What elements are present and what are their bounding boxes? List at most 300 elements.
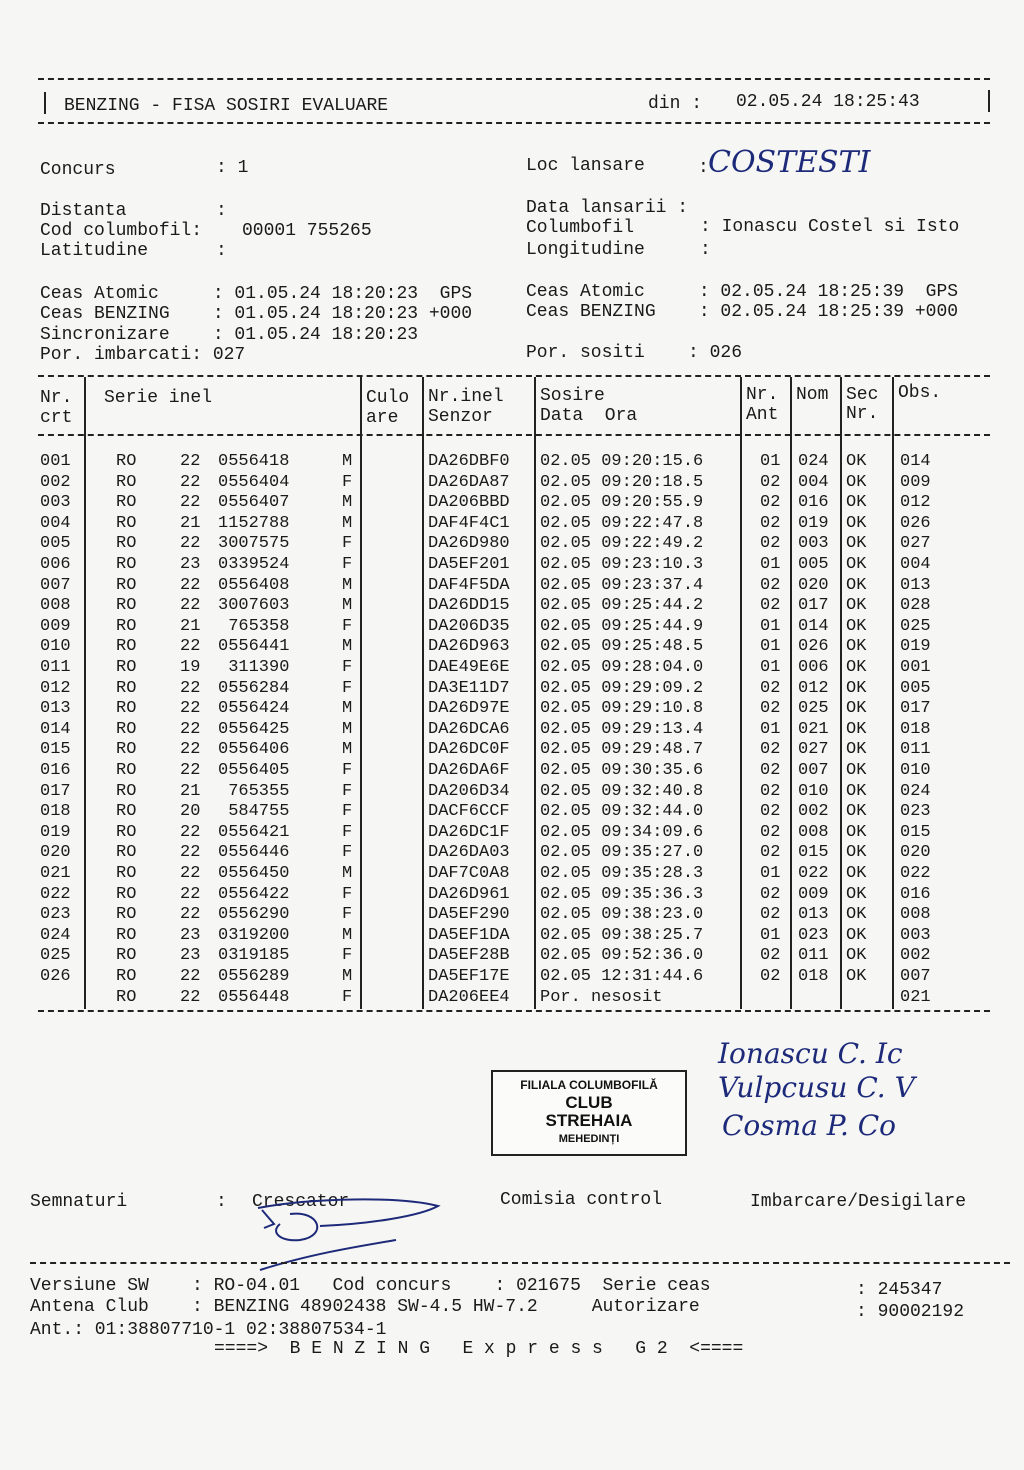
cell-an: 20 bbox=[180, 802, 201, 822]
cell-senzor: DACF6CCF bbox=[428, 802, 510, 822]
cell-tara: RO bbox=[116, 740, 137, 760]
cell-an: 21 bbox=[180, 513, 201, 533]
cell-ant: 02 bbox=[760, 781, 781, 801]
cell-inel: 0556406 bbox=[218, 740, 290, 760]
antena-line: Antena Club : BENZING 48902438 SW-4.5 HW-7.2 Autorizare bbox=[30, 1297, 700, 1317]
cell-an: 22 bbox=[180, 699, 201, 719]
cell-sex: F bbox=[342, 555, 353, 574]
cell-an: 22 bbox=[180, 719, 201, 739]
cell-crt: 021 bbox=[40, 864, 71, 883]
cell-an: 22 bbox=[180, 637, 201, 657]
cell-crt: 022 bbox=[40, 884, 71, 904]
cell-an: 22 bbox=[180, 884, 201, 904]
cell-inel: 0556422 bbox=[218, 884, 290, 904]
cell-tara: RO bbox=[116, 946, 137, 966]
table-row bbox=[0, 555, 1024, 575]
cell-sex: M bbox=[342, 596, 353, 616]
cell-an: 22 bbox=[180, 967, 201, 986]
cell-inel: 0556425 bbox=[218, 719, 290, 739]
por-imbarcati: Por. imbarcati: 027 bbox=[40, 345, 246, 365]
col-ant-header: Ant bbox=[746, 405, 779, 425]
cell-tara: RO bbox=[116, 925, 137, 945]
cell-nom: 003 bbox=[798, 534, 829, 554]
cell-ant: 02 bbox=[760, 946, 781, 966]
cell-obs: 020 bbox=[900, 843, 931, 863]
cell-an: 19 bbox=[180, 658, 201, 677]
cell-senzor: DA26D97E bbox=[428, 699, 510, 719]
ceas-atomic-end: Ceas Atomic : 02.05.24 18:25:39 GPS bbox=[526, 282, 959, 302]
cell-crt: 014 bbox=[40, 719, 71, 739]
cell-sosire: 02.05 09:22:47.8 bbox=[540, 513, 704, 533]
cell-an: 22 bbox=[180, 822, 201, 842]
cell-sex: F bbox=[342, 946, 353, 966]
cell-obs: 011 bbox=[900, 740, 931, 760]
cell-crt: 009 bbox=[40, 616, 71, 636]
cell-senzor: DA5EF17E bbox=[428, 967, 510, 986]
cell-ant: 01 bbox=[760, 616, 781, 636]
cell-sosire: 02.05 09:23:37.4 bbox=[540, 575, 704, 595]
crescator-label: Crescator bbox=[252, 1192, 350, 1212]
latitudine-label: Latitudine bbox=[40, 241, 149, 261]
loc-lansare-handwritten: COSTESTI bbox=[708, 145, 871, 180]
cell-obs: 016 bbox=[900, 884, 931, 904]
cell-sosire: Por. nesosit bbox=[540, 987, 663, 1007]
cell-sex: F bbox=[342, 802, 353, 822]
cell-crt: 011 bbox=[40, 658, 71, 677]
cell-obs: 009 bbox=[900, 472, 931, 492]
cell-crt: 006 bbox=[40, 555, 71, 574]
cell-ant: 02 bbox=[760, 884, 781, 904]
cell-sex: F bbox=[342, 781, 353, 801]
por-sositi: Por. sositi : 026 bbox=[526, 343, 743, 363]
cell-sec: OK bbox=[846, 946, 867, 966]
cell-obs: 021 bbox=[900, 987, 931, 1007]
cell-sosire: 02.05 09:34:09.6 bbox=[540, 822, 704, 842]
din-value: 02.05.24 18:25:43 bbox=[736, 92, 920, 112]
cell-sec: OK bbox=[846, 781, 867, 801]
cell-sex: M bbox=[342, 699, 353, 719]
table-row bbox=[0, 782, 1024, 802]
cell-ant: 02 bbox=[760, 843, 781, 863]
cell-sex: F bbox=[342, 616, 353, 636]
cell-sex: M bbox=[342, 719, 353, 739]
table-row bbox=[0, 823, 1024, 843]
cell-sex: M bbox=[342, 493, 353, 513]
cell-sosire: 02.05 09:38:25.7 bbox=[540, 925, 704, 945]
cell-sex: F bbox=[342, 905, 353, 925]
table-row bbox=[0, 514, 1024, 534]
cell-sec: OK bbox=[846, 740, 867, 760]
table-row bbox=[0, 534, 1024, 554]
cell-tara: RO bbox=[116, 513, 137, 533]
cell-nom: 025 bbox=[798, 699, 829, 719]
cell-ant: 02 bbox=[760, 472, 781, 492]
col-are-header: are bbox=[366, 408, 399, 428]
ceas-benzing-end: Ceas BENZING : 02.05.24 18:25:39 +000 bbox=[526, 302, 959, 322]
cell-sosire: 02.05 09:25:48.5 bbox=[540, 637, 704, 657]
cell-crt: 026 bbox=[40, 967, 71, 986]
cell-inel: 0556446 bbox=[218, 843, 290, 863]
cell-tara: RO bbox=[116, 472, 137, 492]
table-row bbox=[0, 761, 1024, 781]
cell-sosire: 02.05 09:29:10.8 bbox=[540, 699, 704, 719]
cell-sec: OK bbox=[846, 513, 867, 533]
cell-crt: 008 bbox=[40, 596, 71, 616]
cell-sosire: 02.05 09:52:36.0 bbox=[540, 946, 704, 966]
cell-nom: 022 bbox=[798, 864, 829, 883]
col-sec-header: Sec bbox=[846, 385, 879, 405]
ant-line: Ant.: 01:38807710-1 02:38807534-1 bbox=[30, 1320, 387, 1340]
col-crt-header: crt bbox=[40, 408, 73, 428]
cell-sex: M bbox=[342, 637, 353, 657]
cell-tara: RO bbox=[116, 967, 137, 986]
cell-senzor: DA206EE4 bbox=[428, 987, 510, 1007]
cell-inel: 0556405 bbox=[218, 761, 290, 780]
cell-nom: 026 bbox=[798, 637, 829, 657]
cell-senzor: DA26DA87 bbox=[428, 472, 510, 492]
cell-tara: RO bbox=[116, 452, 137, 471]
cell-tara: RO bbox=[116, 555, 137, 574]
cell-crt: 002 bbox=[40, 472, 71, 492]
cell-sec: OK bbox=[846, 822, 867, 842]
table-row bbox=[0, 658, 1024, 678]
stamp-line-2: CLUB bbox=[565, 1093, 613, 1112]
cell-crt: 010 bbox=[40, 637, 71, 657]
cell-ant: 02 bbox=[760, 575, 781, 595]
cell-sex: F bbox=[342, 472, 353, 492]
cell-ant: 02 bbox=[760, 596, 781, 616]
cell-sec: OK bbox=[846, 534, 867, 554]
comisia-label: Comisia control bbox=[500, 1190, 663, 1210]
cell-nom: 020 bbox=[798, 575, 829, 595]
cell-tara: RO bbox=[116, 761, 137, 780]
cell-an: 22 bbox=[180, 472, 201, 492]
cell-sec: OK bbox=[846, 555, 867, 574]
cell-sec: OK bbox=[846, 637, 867, 657]
cell-crt: 017 bbox=[40, 781, 71, 801]
cell-tara: RO bbox=[116, 781, 137, 801]
cell-sex: F bbox=[342, 822, 353, 842]
cell-ant: 02 bbox=[760, 678, 781, 698]
cell-senzor: DAE49E6E bbox=[428, 658, 510, 677]
cell-sosire: 02.05 09:29:09.2 bbox=[540, 678, 704, 698]
cell-nom: 015 bbox=[798, 843, 829, 863]
cell-inel: 0319200 bbox=[218, 925, 290, 945]
cell-sec: OK bbox=[846, 575, 867, 595]
cell-sec: OK bbox=[846, 967, 867, 986]
cell-nom: 013 bbox=[798, 905, 829, 925]
table-row bbox=[0, 946, 1024, 966]
cell-inel: 1152788 bbox=[218, 513, 290, 533]
cell-crt: 016 bbox=[40, 761, 71, 780]
cell-an: 21 bbox=[180, 616, 201, 636]
cell-nom: 011 bbox=[798, 946, 829, 966]
signature-2: Vulpcusu C. V bbox=[718, 1071, 915, 1104]
cell-sec: OK bbox=[846, 658, 867, 677]
col-serie-header: Serie inel bbox=[104, 388, 213, 408]
cell-senzor: DA26DA6F bbox=[428, 761, 510, 780]
cell-an: 22 bbox=[180, 493, 201, 513]
cell-obs: 007 bbox=[900, 967, 931, 986]
cell-an: 22 bbox=[180, 987, 201, 1007]
cell-senzor: DA26D961 bbox=[428, 884, 510, 904]
table-header-rule bbox=[38, 434, 990, 436]
signature-1: Ionascu C. Ic bbox=[718, 1037, 903, 1070]
cell-sex: M bbox=[342, 513, 353, 533]
sheet-title: BENZING - FISA SOSIRI EVALUARE bbox=[64, 96, 389, 116]
cod-columbofil-value: 00001 755265 bbox=[242, 221, 372, 241]
cell-obs: 005 bbox=[900, 678, 931, 698]
cell-sec: OK bbox=[846, 616, 867, 636]
cell-sosire: 02.05 09:29:48.7 bbox=[540, 740, 704, 760]
cell-tara: RO bbox=[116, 637, 137, 657]
cell-sec: OK bbox=[846, 452, 867, 471]
cell-ant: 02 bbox=[760, 740, 781, 760]
cell-an: 22 bbox=[180, 843, 201, 863]
cell-crt: 015 bbox=[40, 740, 71, 760]
cell-crt: 025 bbox=[40, 946, 71, 966]
cell-obs: 023 bbox=[900, 802, 931, 822]
cell-sex: F bbox=[342, 658, 353, 677]
cell-tara: RO bbox=[116, 802, 137, 822]
imbarcare-label: Imbarcare/Desigilare bbox=[750, 1192, 967, 1212]
cell-sec: OK bbox=[846, 596, 867, 616]
cell-sec: OK bbox=[846, 925, 867, 945]
cell-senzor: DA26D980 bbox=[428, 534, 510, 554]
table-row bbox=[0, 864, 1024, 884]
cell-an: 22 bbox=[180, 761, 201, 780]
cell-crt: 005 bbox=[40, 534, 71, 554]
sincronizare: Sincronizare : 01.05.24 18:20:23 bbox=[40, 325, 419, 345]
distanta-value: : bbox=[216, 201, 227, 221]
cell-obs: 017 bbox=[900, 699, 931, 719]
table-row bbox=[0, 926, 1024, 946]
cell-inel: 0556407 bbox=[218, 493, 290, 513]
cell-obs: 026 bbox=[900, 513, 931, 533]
table-row bbox=[0, 802, 1024, 822]
cell-nom: 007 bbox=[798, 761, 829, 780]
stamp-line-1: FILIALA COLUMBOFILĂ bbox=[520, 1078, 658, 1092]
cell-sex: M bbox=[342, 967, 353, 986]
cell-tara: RO bbox=[116, 905, 137, 925]
col-nrant-header: Nr. bbox=[746, 385, 779, 405]
cell-senzor: DA26DCA6 bbox=[428, 719, 510, 739]
loc-lansare-label: Loc lansare bbox=[526, 156, 645, 176]
cell-crt: 012 bbox=[40, 678, 71, 698]
cell-tara: RO bbox=[116, 987, 137, 1007]
cell-obs: 014 bbox=[900, 452, 931, 471]
din-label: din : bbox=[648, 94, 703, 114]
cell-ant: 02 bbox=[760, 699, 781, 719]
table-row bbox=[0, 473, 1024, 493]
cell-an: 22 bbox=[180, 678, 201, 698]
cell-obs: 010 bbox=[900, 761, 931, 780]
cell-inel: 0556284 bbox=[218, 678, 290, 698]
cell-sex: F bbox=[342, 987, 353, 1007]
cell-sex: M bbox=[342, 864, 353, 883]
table-row bbox=[0, 843, 1024, 863]
col-nrinel-header: Nr.inel bbox=[428, 387, 504, 407]
cell-tara: RO bbox=[116, 658, 137, 677]
cell-nom: 024 bbox=[798, 452, 829, 471]
concurs-value: : 1 bbox=[216, 158, 249, 178]
stamp-line-4: MEHEDINȚI bbox=[558, 1133, 620, 1145]
col-secnr-header: Nr. bbox=[846, 404, 879, 424]
cell-an: 22 bbox=[180, 905, 201, 925]
cell-obs: 018 bbox=[900, 719, 931, 739]
header-bottom-rule bbox=[38, 122, 990, 124]
cell-senzor: DA26DC1F bbox=[428, 822, 510, 842]
cell-nom: 002 bbox=[798, 802, 829, 822]
cell-tara: RO bbox=[116, 699, 137, 719]
cell-sec: OK bbox=[846, 719, 867, 739]
cell-ant: 02 bbox=[760, 493, 781, 513]
cell-obs: 024 bbox=[900, 781, 931, 801]
cell-sec: OK bbox=[846, 864, 867, 883]
cell-senzor: DA206BBD bbox=[428, 493, 510, 513]
cell-nom: 016 bbox=[798, 493, 829, 513]
header-top-rule bbox=[38, 78, 990, 80]
table-row bbox=[0, 679, 1024, 699]
col-culo-header: Culo bbox=[366, 388, 410, 408]
cell-sec: OK bbox=[846, 802, 867, 822]
cell-an: 22 bbox=[180, 575, 201, 595]
cell-sosire: 02.05 09:29:13.4 bbox=[540, 719, 704, 739]
col-senzor-header: Senzor bbox=[428, 407, 493, 427]
cell-tara: RO bbox=[116, 864, 137, 883]
cell-sosire: 02.05 09:35:36.3 bbox=[540, 884, 704, 904]
cell-nom: 004 bbox=[798, 472, 829, 492]
cell-tara: RO bbox=[116, 678, 137, 698]
cell-inel: 0319185 bbox=[218, 946, 290, 966]
cell-an: 21 bbox=[180, 781, 201, 801]
semnaturi-sep: : bbox=[216, 1192, 227, 1212]
cell-senzor: DA206D35 bbox=[428, 616, 510, 636]
cell-senzor: DA5EF201 bbox=[428, 555, 510, 574]
cell-sosire: 02.05 09:38:23.0 bbox=[540, 905, 704, 925]
cell-nom: 027 bbox=[798, 740, 829, 760]
benzing-banner: ====> B E N Z I N G E x p r e s s G 2 <==== bbox=[214, 1339, 744, 1359]
cell-an: 22 bbox=[180, 596, 201, 616]
cell-tara: RO bbox=[116, 596, 137, 616]
table-top-rule bbox=[38, 375, 990, 377]
cell-inel: 3007575 bbox=[218, 534, 290, 554]
cell-sosire: 02.05 09:20:15.6 bbox=[540, 452, 704, 471]
cell-ant: 02 bbox=[760, 802, 781, 822]
cell-tara: RO bbox=[116, 884, 137, 904]
cell-tara: RO bbox=[116, 843, 137, 863]
cell-sosire: 02.05 09:28:04.0 bbox=[540, 658, 704, 677]
versiune-line: Versiune SW : RO-04.01 Cod concurs : 021675 Serie ceas bbox=[30, 1276, 711, 1296]
cell-inel: 0556441 bbox=[218, 637, 290, 657]
ceas-benzing-start: Ceas BENZING : 01.05.24 18:20:23 +000 bbox=[40, 304, 473, 324]
ceas-atomic-start: Ceas Atomic : 01.05.24 18:20:23 GPS bbox=[40, 284, 473, 304]
cell-obs: 002 bbox=[900, 946, 931, 966]
cell-sec: OK bbox=[846, 493, 867, 513]
cell-an: 23 bbox=[180, 925, 201, 945]
cell-crt: 023 bbox=[40, 905, 71, 925]
longitudine-label: Longitudine bbox=[526, 240, 645, 260]
table-bottom-rule bbox=[38, 1010, 990, 1012]
cell-obs: 001 bbox=[900, 658, 931, 677]
cell-sec: OK bbox=[846, 472, 867, 492]
cell-nom: 005 bbox=[798, 555, 829, 574]
table-row bbox=[0, 905, 1024, 925]
cell-an: 22 bbox=[180, 452, 201, 471]
cell-crt: 013 bbox=[40, 699, 71, 719]
cell-senzor: DAF4F5DA bbox=[428, 575, 510, 595]
cell-obs: 004 bbox=[900, 555, 931, 574]
cell-senzor: DA5EF290 bbox=[428, 905, 510, 925]
cod-columbofil-label: Cod columbofil: bbox=[40, 221, 203, 241]
table-row bbox=[0, 720, 1024, 740]
cell-sosire: 02.05 09:35:28.3 bbox=[540, 864, 704, 883]
footer-rule bbox=[30, 1262, 1010, 1264]
cell-inel: 311390 bbox=[218, 658, 290, 677]
cell-inel: 0556404 bbox=[218, 472, 290, 492]
cell-inel: 765355 bbox=[218, 781, 290, 801]
cell-senzor: DA26DC0F bbox=[428, 740, 510, 760]
cell-an: 23 bbox=[180, 946, 201, 966]
table-row bbox=[0, 452, 1024, 472]
cell-sec: OK bbox=[846, 699, 867, 719]
cell-ant: 01 bbox=[760, 452, 781, 471]
cell-inel: 765358 bbox=[218, 616, 290, 636]
cell-tara: RO bbox=[116, 575, 137, 595]
cell-senzor: DA5EF1DA bbox=[428, 925, 510, 945]
cell-sosire: 02.05 09:32:40.8 bbox=[540, 781, 704, 801]
cell-nom: 021 bbox=[798, 719, 829, 739]
cell-obs: 019 bbox=[900, 637, 931, 657]
cell-sosire: 02.05 09:20:18.5 bbox=[540, 472, 704, 492]
cell-obs: 013 bbox=[900, 575, 931, 595]
cell-senzor: DA206D34 bbox=[428, 781, 510, 801]
col-nom-header: Nom bbox=[796, 385, 829, 405]
cell-senzor: DA26DBF0 bbox=[428, 452, 510, 471]
col-nr-header: Nr. bbox=[40, 388, 73, 408]
table-row bbox=[0, 637, 1024, 657]
cell-obs: 015 bbox=[900, 822, 931, 842]
cell-sec: OK bbox=[846, 843, 867, 863]
cell-inel: 584755 bbox=[218, 802, 290, 822]
cell-ant: 02 bbox=[760, 905, 781, 925]
cell-sosire: 02.05 12:31:44.6 bbox=[540, 967, 704, 986]
longitudine-value: : bbox=[700, 240, 711, 260]
cell-an: 22 bbox=[180, 534, 201, 554]
data-lansarii-label: Data lansarii : bbox=[526, 198, 689, 218]
cell-sosire: 02.05 09:22:49.2 bbox=[540, 534, 704, 554]
cell-senzor: DA26DD15 bbox=[428, 596, 510, 616]
cell-sosire: 02.05 09:30:35.6 bbox=[540, 761, 704, 780]
cell-sosire: 02.05 09:25:44.9 bbox=[540, 616, 704, 636]
cell-crt: 001 bbox=[40, 452, 71, 471]
cell-inel: 0339524 bbox=[218, 555, 290, 574]
table-row bbox=[0, 617, 1024, 637]
autorizare-value: : 90002192 bbox=[856, 1302, 965, 1322]
cell-inel: 0556289 bbox=[218, 967, 290, 986]
cell-ant: 01 bbox=[760, 555, 781, 574]
distanta-label: Distanta bbox=[40, 201, 127, 221]
cell-sosire: 02.05 09:23:10.3 bbox=[540, 555, 704, 574]
cell-senzor: DA3E11D7 bbox=[428, 678, 510, 698]
cell-nom: 012 bbox=[798, 678, 829, 698]
cell-ant: 02 bbox=[760, 534, 781, 554]
cell-crt: 024 bbox=[40, 925, 71, 945]
cell-sec: OK bbox=[846, 678, 867, 698]
cell-inel: 0556450 bbox=[218, 864, 290, 883]
cell-senzor: DA26DA03 bbox=[428, 843, 510, 863]
cell-ant: 01 bbox=[760, 719, 781, 739]
